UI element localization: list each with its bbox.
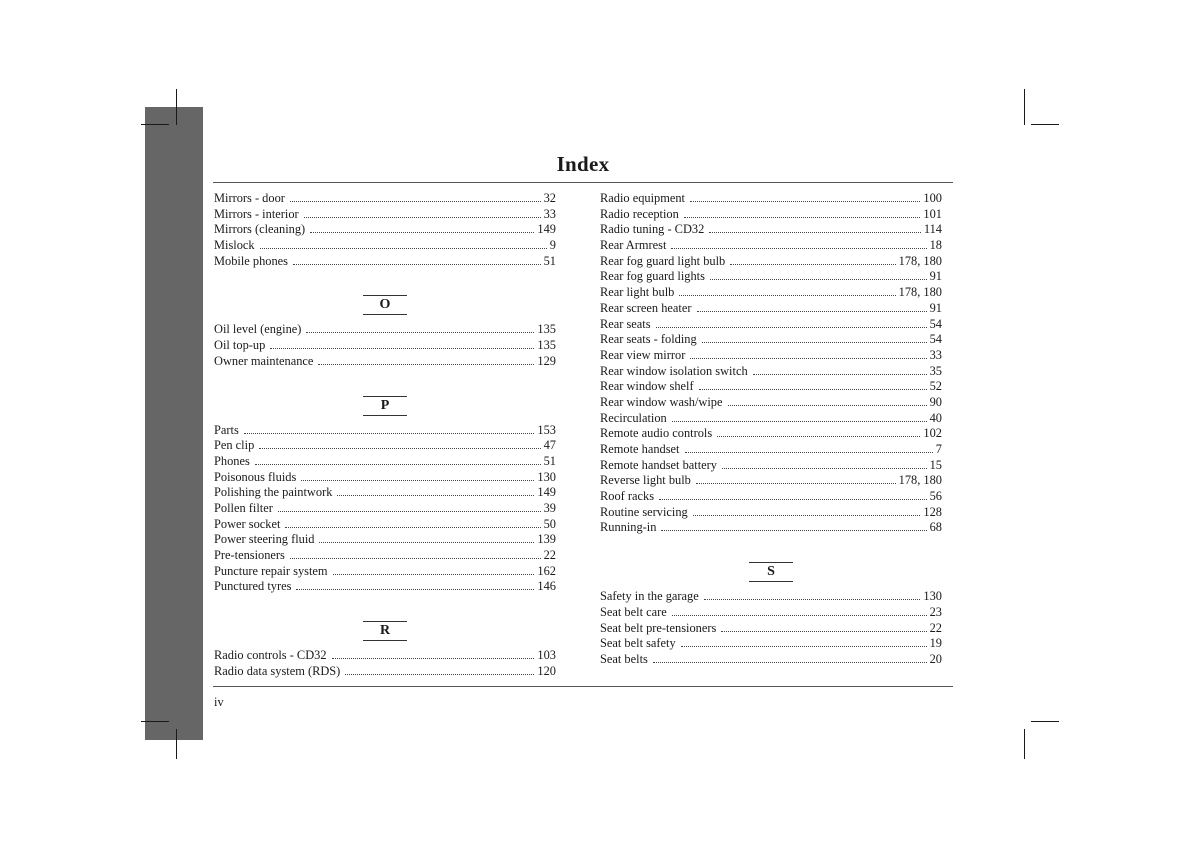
crop-mark [1031,721,1059,722]
crop-mark [176,89,177,125]
index-entry-page: 178, 180 [898,285,942,300]
index-entry-page: 153 [537,422,556,437]
index-entry [600,457,942,473]
crop-mark [141,721,169,722]
dot-leader [710,268,927,280]
footer-rule [213,686,953,687]
index-entry [214,453,556,469]
crop-mark [1031,124,1059,125]
index-entry-page: 178, 180 [898,473,942,488]
dot-leader [730,253,895,265]
index-entry [600,588,942,604]
index-entry-label: Oil top-up [214,338,266,353]
index-entry-page: 149 [537,485,556,500]
index-entry [214,221,556,237]
crop-mark [141,124,169,125]
dot-leader [306,321,534,333]
index-entry [214,547,556,563]
dot-leader [333,563,535,575]
dot-leader [301,469,534,481]
index-entry-page: 90 [929,394,942,409]
index-entry [214,500,556,516]
index-entry-label: Seat belt care [600,604,667,619]
index-entry [600,504,942,520]
index-entry-page: 7 [935,442,942,456]
index-entry-page: 54 [929,316,942,331]
index-entry-page: 15 [929,457,942,472]
index-entry-label: Rear screen heater [600,300,692,315]
dot-leader [699,378,927,390]
index-entry [600,441,942,457]
index-entry [600,472,942,488]
index-entry-label: Rear Armrest [600,238,667,253]
index-entry [214,484,556,500]
dot-leader [260,237,547,249]
index-entry [214,422,556,438]
section-heading [600,562,942,588]
index-entry-label: Radio data system (RDS) [214,663,341,678]
dot-leader [679,284,895,296]
dot-leader [704,588,921,600]
dot-leader [721,620,926,632]
index-entry [214,469,556,485]
index-entry-label: Rear seats [600,316,651,331]
header-rule [213,182,953,183]
index-entry-page: 100 [923,191,942,205]
index-entry-page: 130 [537,469,556,484]
dot-leader [310,221,534,233]
index-entry-label: Parts [214,422,239,437]
dot-leader [318,353,534,365]
index-entry-page: 149 [537,222,556,237]
index-entry-label: Seat belt safety [600,636,676,651]
index-entry [214,190,556,206]
index-entry-label: Radio equipment [600,191,685,205]
index-entry [214,563,556,579]
dot-leader [337,484,534,496]
dot-leader [696,472,896,484]
dot-leader [717,425,920,437]
dot-leader [656,316,927,328]
page-title: Index [556,152,610,176]
index-entry-page: 54 [929,332,942,347]
side-tab [145,107,203,740]
dot-leader [671,237,926,249]
index-entry-page: 68 [929,520,942,535]
index-entry-label: Pen clip [214,438,255,453]
index-entry-label: Rear window wash/wipe [600,394,723,409]
index-entry-label: Phones [214,453,250,468]
index-entry-page: 19 [929,636,942,651]
index-entry-label: Rear fog guard lights [600,269,705,284]
index-entry-label: Oil level (engine) [214,322,302,337]
index-entry-label: Safety in the garage [600,589,699,604]
index-entry-label: Rear seats - folding [600,332,697,347]
section-heading [214,621,556,647]
dot-leader [296,578,534,590]
index-entry [600,378,942,394]
index-entry-page: 35 [929,363,942,378]
index-entry [600,253,942,269]
index-entry [600,488,942,504]
index-entry [214,353,556,369]
index-entry-page: 139 [537,532,556,547]
page-number: iv [214,695,224,709]
index-entry-label: Remote handset [600,442,680,456]
index-entry [214,206,556,222]
index-entry-page: 33 [543,206,556,221]
index-entry-label: Reverse light bulb [600,473,691,488]
index-entry-label: Roof racks [600,489,655,504]
index-entry [600,268,942,284]
index-entry-label: Seat belt pre-tensioners [600,620,717,635]
index-entry-page: 129 [537,353,556,368]
index-entry [600,519,942,535]
index-entry-page: 18 [929,238,942,253]
dot-leader [672,604,927,616]
dot-leader [304,206,541,218]
index-entry-label: Remote handset battery [600,457,717,472]
index-entry [214,663,556,679]
dot-leader [690,347,926,359]
index-entry-label: Radio tuning - CD32 [600,222,705,237]
index-entry-label: Mobile phones [214,253,288,268]
index-entry-label: Polishing the paintwork [214,485,333,500]
section-heading [214,396,556,422]
index-entry-page: 51 [543,453,556,468]
crop-mark [1024,89,1025,125]
index-entry-page: 22 [543,548,556,562]
index-entry-label: Rear fog guard light bulb [600,253,726,268]
crop-mark [1024,729,1025,759]
dot-leader [685,441,933,453]
section-letter: R [363,621,407,641]
index-entry-page: 120 [537,663,556,678]
dot-leader [244,422,535,434]
crop-mark [176,729,177,759]
index-entry [600,206,942,222]
index-entry-page: 52 [929,379,942,394]
index-entry-label: Pollen filter [214,500,273,515]
dot-leader [345,663,534,675]
index-entry [600,221,942,237]
index-entry-label: Rear window isolation switch [600,363,748,378]
index-entry-page: 91 [929,269,942,284]
index-entry-page: 135 [537,322,556,337]
dot-leader [659,488,927,500]
index-entry [214,647,556,663]
index-entry-label: Power steering fluid [214,532,315,547]
dot-leader [270,337,534,349]
index-entry-label: Recirculation [600,410,667,425]
index-entry-label: Seat belts [600,651,648,666]
index-entry [600,237,942,253]
index-entry-page: 9 [549,238,556,253]
index-entry-page: 162 [537,563,556,578]
index-entry [600,190,942,206]
index-entry-page: 39 [543,500,556,515]
index-entry-label: Owner maintenance [214,353,314,368]
index-entry-page: 51 [543,253,556,268]
index-entry [214,337,556,353]
section-letter: P [363,396,407,416]
index-entry-page: 114 [923,222,942,237]
index-entry-label: Running-in [600,520,657,535]
index-entry-page: 50 [543,516,556,531]
index-column-right [600,190,942,667]
dot-leader [722,457,927,469]
index-entry [214,237,556,253]
index-entry-page: 102 [923,426,942,441]
dot-leader [697,300,927,312]
index-entry-page: 47 [543,438,556,453]
dot-leader [653,651,927,663]
dot-leader [319,531,534,543]
index-entry [600,425,942,441]
dot-leader [728,394,927,406]
dot-leader [690,190,920,202]
index-entry-page: 178, 180 [898,253,942,268]
index-entry-label: Puncture repair system [214,563,328,578]
index-entry-label: Poisonous fluids [214,469,297,484]
index-entry-page: 40 [929,410,942,425]
index-entry [214,531,556,547]
index-entry [214,253,556,269]
index-entry-page: 101 [923,206,942,221]
index-entry-page: 128 [923,504,942,519]
index-entry-page: 22 [929,620,942,635]
index-entry-page: 20 [929,651,942,666]
index-entry-page: 32 [543,191,556,205]
index-entry [600,651,942,667]
index-entry [600,635,942,651]
index-entry [600,604,942,620]
index-entry [600,620,942,636]
index-entry [600,331,942,347]
index-entry-page: 33 [929,347,942,362]
index-entry [600,394,942,410]
index-entry-label: Power socket [214,516,281,531]
section-letter: O [363,295,407,315]
index-entry-page: 146 [537,579,556,594]
index-entry [214,321,556,337]
index-entry-page: 135 [537,338,556,353]
dot-leader [702,331,927,343]
dot-leader [684,206,921,218]
index-entry-page: 91 [929,300,942,315]
dot-leader [661,519,926,531]
dot-leader [285,516,540,528]
index-entry-page: 130 [923,589,942,604]
index-column-left [214,190,556,678]
dot-leader [290,547,541,559]
section-letter: S [749,562,793,582]
dot-leader [332,647,535,659]
index-entry-label: Remote audio controls [600,426,713,441]
section-heading [214,295,556,321]
index-entry-label: Punctured tyres [214,579,292,594]
index-entry-label: Mirrors - door [214,191,285,205]
index-entry-label: Pre-tensioners [214,548,285,562]
index-entry-label: Mislock [214,238,255,253]
index-entry [214,437,556,453]
dot-leader [255,453,541,465]
index-entry-label: Rear light bulb [600,285,675,300]
index-entry-page: 103 [537,648,556,663]
index-entry [214,578,556,594]
dot-leader [693,504,921,516]
index-entry-page: 23 [929,604,942,619]
dot-leader [290,190,541,202]
dot-leader [293,253,541,265]
index-entry-label: Rear view mirror [600,347,686,362]
index-entry [600,347,942,363]
dot-leader [672,410,927,422]
dot-leader [278,500,541,512]
index-entry [600,300,942,316]
index-entry [600,363,942,379]
index-entry [600,410,942,426]
index-entry [600,316,942,332]
index-entry-label: Radio controls - CD32 [214,648,327,663]
index-entry-label: Mirrors (cleaning) [214,222,306,237]
index-entry-page: 56 [929,489,942,504]
index-entry-label: Routine servicing [600,504,688,519]
index-entry [600,284,942,300]
index-entry-label: Mirrors - interior [214,206,299,221]
dot-leader [753,363,927,375]
dot-leader [259,437,540,449]
dot-leader [681,635,927,647]
index-entry-label: Radio reception [600,206,679,221]
index-entry [214,516,556,532]
dot-leader [709,221,921,233]
index-entry-label: Rear window shelf [600,379,694,394]
